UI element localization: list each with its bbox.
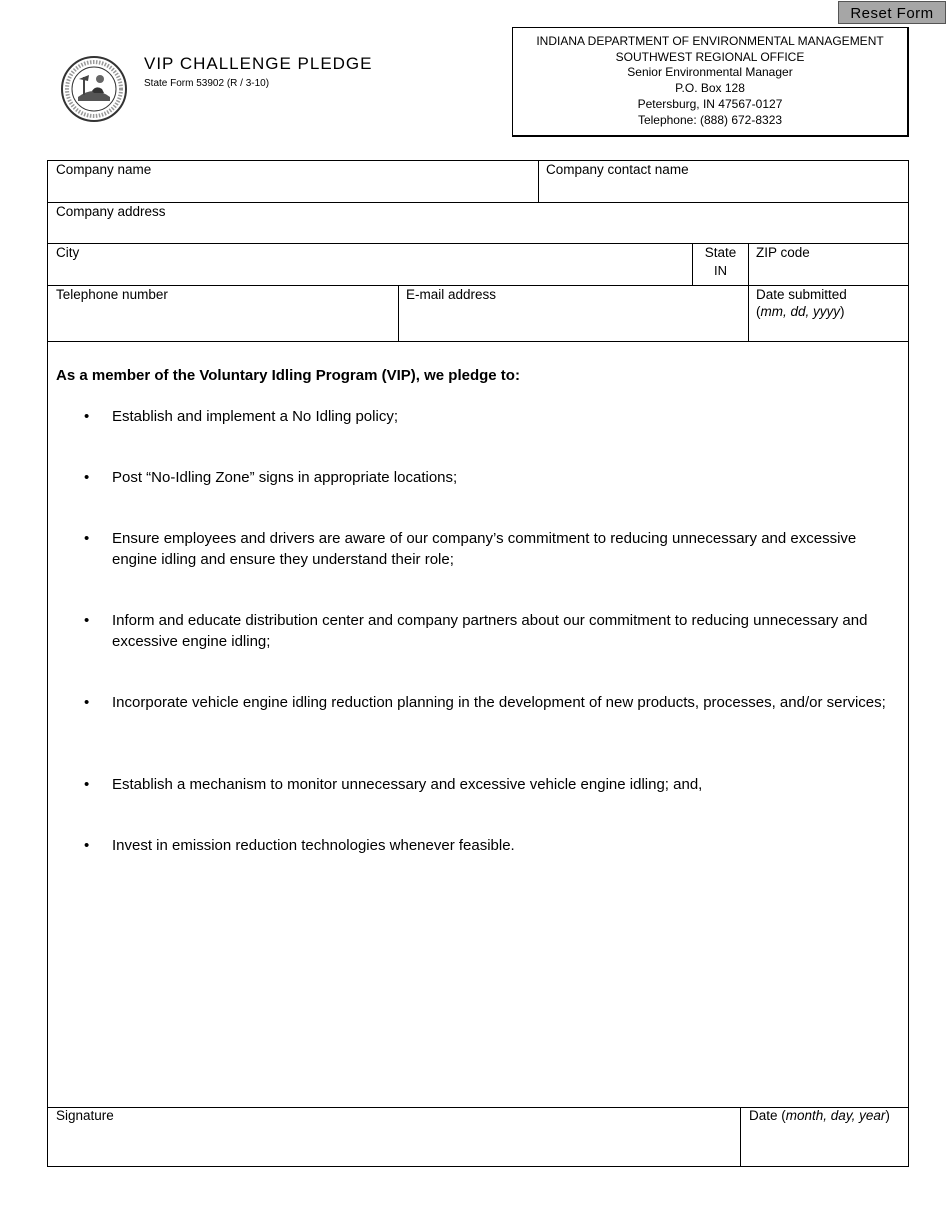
- date-submitted-hint: (mm, dd, yyyy): [756, 304, 845, 319]
- col-divider: [538, 161, 539, 202]
- bullet-icon: •: [84, 694, 90, 711]
- address-line: SOUTHWEST REGIONAL OFFICE: [615, 49, 805, 64]
- signature-date-field[interactable]: Date (month, day, year): [749, 1108, 890, 1123]
- city-label: City: [56, 245, 80, 260]
- date-submitted-field[interactable]: [756, 286, 906, 341]
- company-address-label: Company address: [56, 204, 166, 219]
- bullet-icon: •: [84, 530, 90, 547]
- address-line: Petersburg, IN 47567-0127: [637, 96, 783, 111]
- pledge-form-table: [47, 160, 909, 1167]
- signature-date-format: month, day, year: [785, 1108, 886, 1123]
- pledge-item-text: Invest in emission reduction technologies whenever feasible.: [112, 837, 515, 854]
- col-divider: [748, 243, 749, 341]
- telephone-number-label: Telephone number: [56, 287, 168, 302]
- city-field[interactable]: [56, 244, 686, 285]
- zip-code-field[interactable]: [756, 244, 906, 285]
- col-divider: [398, 285, 399, 341]
- address-line: P.O. Box 128: [675, 81, 745, 96]
- state-value: IN: [714, 263, 727, 278]
- reset-form-button[interactable]: Reset Form: [838, 1, 946, 24]
- bullet-icon: •: [84, 612, 90, 629]
- form-number: State Form 53902 (R / 3-10): [144, 78, 270, 89]
- company-name-field[interactable]: [56, 161, 534, 202]
- company-address-field[interactable]: [56, 203, 904, 243]
- email-address-label: E-mail address: [406, 287, 497, 302]
- date-submitted-label: Date submitted: [756, 287, 847, 302]
- state-label: State: [704, 245, 737, 260]
- telephone-number-field[interactable]: [56, 286, 392, 341]
- address-line: INDIANA DEPARTMENT OF ENVIRONMENTAL MANAGEMENT: [536, 34, 884, 48]
- state-seal-icon: [60, 55, 128, 123]
- company-contact-name-label: Company contact name: [546, 162, 689, 177]
- pledge-item-text: Incorporate vehicle engine idling reduction planning in the development of new products, processes, and/or services;: [112, 694, 886, 711]
- pledge-item-text: Establish a mechanism to monitor unnecessary and excessive vehicle engine idling; and,: [112, 776, 703, 793]
- date-submitted-format: mm, dd, yyyy: [760, 304, 841, 319]
- pledge-item-text: Inform and educate distribution center and company partners about our commitment to reducing unnecessary and excessive engine idling;: [112, 612, 868, 650]
- signature-label: Signature: [56, 1108, 114, 1123]
- bullet-icon: •: [84, 408, 90, 425]
- company-name-label: Company name: [56, 162, 152, 177]
- email-address-field[interactable]: [406, 286, 742, 341]
- state-field: [693, 244, 748, 279]
- office-address-box: [512, 27, 909, 137]
- pledge-item-text: Ensure employees and drivers are aware of our company’s commitment to reducing unnecessary and excessive engine idling and ensure they understand their role;: [112, 530, 857, 568]
- col-divider: [740, 1107, 741, 1166]
- pledge-item-text: Establish and implement a No Idling policy;: [112, 408, 398, 425]
- zip-code-label: ZIP code: [756, 245, 810, 260]
- signature-date-label: Date: [749, 1108, 778, 1123]
- row-divider: [48, 341, 908, 342]
- company-contact-name-field[interactable]: [546, 161, 906, 202]
- pledge-intro: As a member of the Voluntary Idling Program (VIP), we pledge to:: [56, 367, 520, 384]
- bullet-icon: •: [84, 776, 90, 793]
- form-title: VIP CHALLENGE PLEDGE: [144, 54, 373, 73]
- address-line: Telephone: (888) 672-8323: [637, 112, 783, 127]
- address-line: Senior Environmental Manager: [627, 65, 793, 80]
- bullet-icon: •: [84, 469, 90, 486]
- signature-field[interactable]: [56, 1107, 736, 1165]
- bullet-icon: •: [84, 837, 90, 854]
- pledge-item-text: Post “No-Idling Zone” signs in appropriate locations;: [112, 469, 458, 486]
